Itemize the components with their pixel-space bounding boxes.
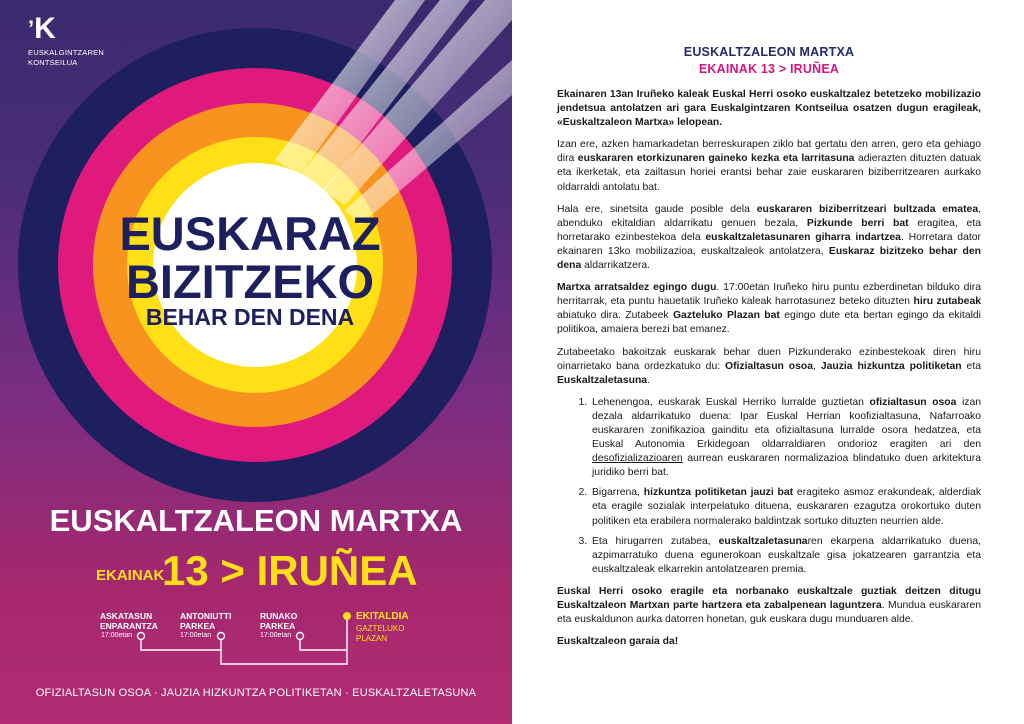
route-stop-3-time: 17:00etan	[260, 632, 292, 639]
paragraph-call: Euskal Herri osoko eragile eta norbanako euskaltzale guztiak deitzen ditugu Euskaltzaleon Martxan parte hartzera eta zabalpenean laguntzera. Mundua euskararen eta euskaldunon aurka datorren honetan, guk euskara dugu munduaren alde.	[557, 585, 981, 626]
march-route-map	[0, 600, 512, 680]
brand-name-line1: EUSKALGINTZAREN	[28, 48, 104, 57]
poster-footer-pillars: OFIZIALTASUN OSOA · JAUZIA HIZKUNTZA POLITIKETAN · EUSKALTZALETASUNA	[35, 687, 477, 699]
route-final-dot	[343, 612, 351, 620]
route-stop-2-time: 17:00etan	[180, 632, 212, 639]
headline-line3: BEHAR DEN DENA	[145, 304, 355, 330]
paragraph-intro: Ekainaren 13an Iruñeko kaleak Euskal Herri osoko euskaltzalez betetzeko mobilizazio jendetsua antolatzen ari gara Euskalgintzaren Kontseilua osatzen dugun eragileak, «Euskaltzaleon Martxa» lelopean.	[557, 89, 981, 129]
paragraph-2: Izan ere, azken hamarkadetan berreskurapen ziklo bat gertatu den arren, gero eta gehiago dira euskararen etorkizunaren gaineko kezka eta larritasuna adierazten dituzten datuak eta ikerketak, eta zailtasun horiei erantsi behar zaie euskararen biziberritzearen aurkako oldarraldi antolatu bat.	[557, 139, 981, 193]
route-stop-1-time: 17:00etan	[101, 632, 133, 639]
route-stop-1-label: ASKATASUN ENPARANTZA	[100, 611, 158, 631]
event-title: EUSKALTZALEON MARTXA	[49, 503, 463, 538]
article-subtitle: EKAINAK 13 > IRUÑEA	[698, 62, 840, 76]
paragraph-5: Zutabeetako bakoitzak euskarak behar duen Pizkunderako ezinbestekoak diren hiru oinarrietako bana ordezkatuko du: Ofizialtasun osoa, Jauzia hizkuntza politiketan eta Euskaltzaletasuna.	[557, 346, 981, 386]
route-stop-2-label: ANTONIUTTI PARKEA	[180, 611, 232, 631]
headline-line1: EUSKARAZ	[119, 207, 381, 260]
brand-logo	[28, 14, 104, 68]
event-day-city: 13 > IRUÑEA	[162, 547, 418, 594]
route-final-label: EKITALDIA	[356, 611, 409, 622]
route-lines	[0, 600, 512, 680]
k-logo-mark: ’K	[28, 12, 55, 45]
headline-line2: BIZITZEKO	[125, 255, 375, 308]
route-stop-1-dot	[138, 633, 145, 640]
paragraph-3: Hala ere, sinetsita gaude posible dela euskararen biziberritzeari bultzada ematea, abenduko ekitaldian aldarrikatu genuen bezala, Pizkunde berri bat eragitea, eta horretarako ezinbestekoa dela euskaltzaletasunaren giharra indartzea. Horretara dator ekainaren 13ko mobilizazioa, euskaltzaleok antolatzera, Euskaraz bizitzeko behar den dena aldarrikatzera.	[557, 203, 982, 272]
route-stop-3-dot	[297, 633, 304, 640]
list-item: 2. Bigarrena, hizkuntza politiketan jauzi bat eragiteko asmoz erakundeak, alderdiak eta eragile sozialak interpelatuko dituena, euskararen ezagutza orokortuko duten politiken eta erabilera normalerako baldintzak sortuko dituzten neurrien alde.	[590, 486, 981, 528]
list-item: 1. Lehenengoa, euskarak Euskal Herriko lurralde guztietan ofizialtasun osoa izan dezala aldarrikatuko duena: Ipar Euskal Herrian koofizialtasuna, Nafarroako euskararen zonifikazioa gainditu eta ofizialtasuna lurralde osora hedatzea, eta Euskal Autonomia Erkidegoan oldarraldiaren ondorioz eragiten ari den desofizializazioaren aurrean euskararen normalizazioa blindatuko duen arkitektura juridiko berri bat.	[590, 396, 981, 481]
route-stop-2-dot	[218, 633, 225, 640]
article-body	[557, 88, 981, 657]
article-title: EUSKALTZALEON MARTXA	[683, 45, 855, 59]
paragraph-4: Martxa arratsaldez egingo dugu. 17:00etan Iruñeko hiru puntu ezberdinetan bilduko dira herritarrak, eta puntu hauetatik Iruñeko kaleak harrotasunez beteko dituzten hiru zutabeak abiatuko dira. Zutabeek Gazteluko Plazan bat egingo dute eta bertan egingo da ekitaldi politikoa, amaiera berezi bat emanez.	[557, 282, 982, 336]
route-stop-3-label: RUNAKO PARKEA	[260, 611, 298, 631]
list-item: 3. Eta hirugarren zutabea, euskaltzaletasunaren ekarpena aldarrikatuko duena, azpimarratuko duena egunerokoan euskaltzale gisa jokatzearen garrantzia eta euskaltzaleak elkarrekin antolatzearen premia.	[590, 535, 981, 577]
pillars-list	[557, 396, 981, 577]
brand-name-line2: KONTSEILUA	[28, 58, 78, 67]
paragraph-closing: Euskaltzaleon garaia da!	[557, 636, 679, 648]
brand-name	[28, 48, 104, 68]
event-month: EKAINAK	[96, 567, 165, 584]
event-date-place	[0, 546, 512, 596]
route-final-place: GAZTELUKO PLAZAN	[356, 624, 405, 643]
